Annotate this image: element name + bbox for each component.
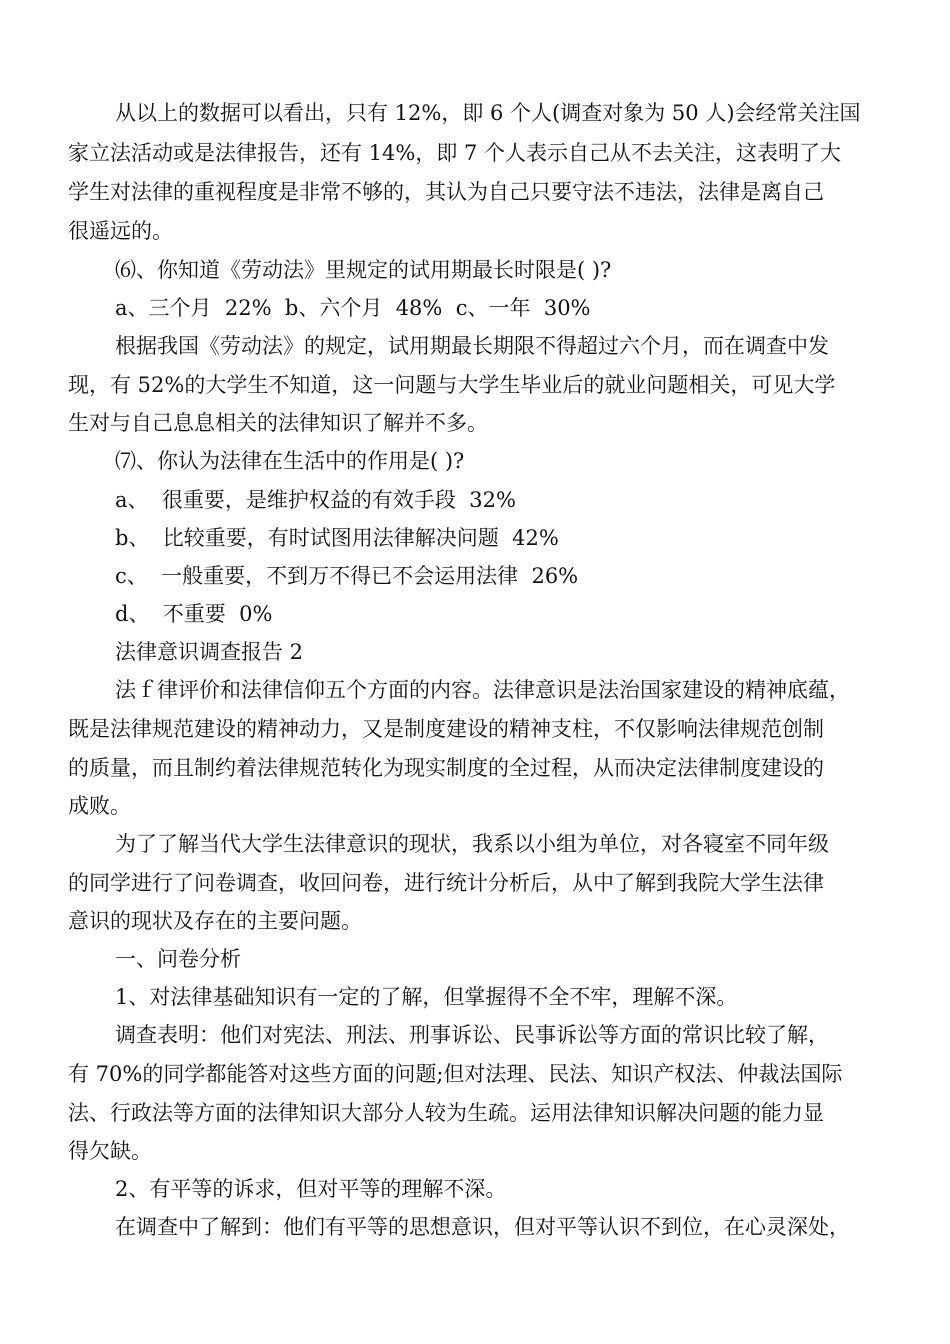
answer-option: b、 比较重要，有时试图用法律解决问题 42% [115, 526, 559, 550]
text-line: 得欠缺。 [68, 1139, 152, 1163]
text-line: 调查表明：他们对宪法、刑法、刑事诉讼、民事诉讼等方面的常识比较了解， [115, 1023, 829, 1047]
text-line: 从以上的数据可以看出，只有 12%，即 6 个人(调查对象为 50 人)会经常关注国 [115, 101, 861, 125]
text-line: 现，有 52%的大学生不知道，这一问题与大学生毕业后的就业问题相关，可见大学 [68, 373, 836, 397]
text-line: 学生对法律的重视程度是非常不够的，其认为自己只要守法不违法，法律是离自己 [68, 180, 824, 204]
text-line: 既是法律规范建设的精神动力，又是制度建设的精神支柱，不仅影响法律规范创制 [68, 717, 824, 741]
text-line: 法ｆ律评价和法律信仰五个方面的内容。法律意识是法治国家建设的精神底蕴， [115, 678, 850, 702]
text-line: 意识的现状及存在的主要问题。 [68, 909, 362, 933]
text-line: 生对与自己息息相关的法律知识了解并不多。 [68, 411, 488, 435]
text-line: 的质量，而且制约着法律规范转化为现实制度的全过程，从而决定法律制度建设的 [68, 756, 824, 780]
text-line: 成败。 [68, 794, 131, 818]
text-line: 为了了解当代大学生法律意识的现状，我系以小组为单位，对各寝室不同年级 [115, 832, 829, 856]
answer-option: d、 不重要 0% [115, 602, 273, 626]
answer-options: a、三个月 22% b、六个月 48% c、一年 30% [115, 296, 591, 320]
subheading: 1、对法律基础知识有一定的了解，但掌握得不全不牢，理解不深。 [115, 985, 738, 1009]
text-line: 很遥远的。 [68, 219, 173, 243]
section-title: 法律意识调查报告 2 [115, 640, 304, 664]
text-line: 的同学进行了问卷调查，收回问卷，进行统计分析后，从中了解到我院大学生法律 [68, 871, 824, 895]
subheading: 2、有平等的诉求，但对平等的理解不深。 [115, 1177, 507, 1201]
text-line: 家立法活动或是法律报告，还有 14%，即 7 个人表示自己从不去关注，这表明了大 [68, 141, 842, 165]
answer-option: c、 一般重要，不到万不得已不会运用法律 26% [115, 564, 579, 588]
text-line: 有 70%的同学都能答对这些方面的问题;但对法理、民法、知识产权法、仲裁法国际 [68, 1062, 843, 1086]
question-line: ⑺、你认为法律在生活中的作用是( )? [115, 449, 465, 473]
section-heading: 一、问卷分析 [115, 947, 241, 971]
text-line: 在调查中了解到：他们有平等的思想意识，但对平等认识不到位，在心灵深处， [115, 1215, 850, 1239]
question-line: ⑹、你知道《劳动法》里规定的试用期最长时限是( )? [115, 258, 612, 282]
text-line: 法、行政法等方面的法律知识大部分人较为生疏。运用法律知识解决问题的能力显 [68, 1101, 824, 1125]
text-line: 根据我国《劳动法》的规定，试用期最长期限不得超过六个月，而在调查中发 [115, 334, 829, 358]
answer-option: a、 很重要，是维护权益的有效手段 32% [115, 488, 516, 512]
